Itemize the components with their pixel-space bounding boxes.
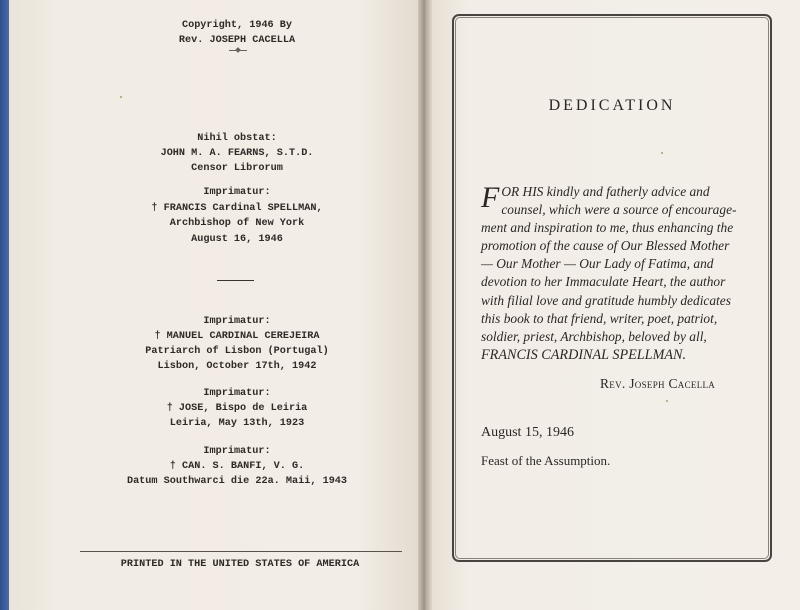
dedication-line: with filial love and gratitude humbly dedicates xyxy=(481,292,731,308)
imprimatur-heading: Imprimatur: xyxy=(203,446,271,457)
dedication-date: August 15, 1946 xyxy=(481,425,574,440)
dedication-title: DEDICATION xyxy=(548,97,676,114)
copyright-line: Copyright, 1946 By xyxy=(181,20,293,31)
dedication-text xyxy=(481,183,756,364)
dedication-feast: Feast of the Assumption. xyxy=(481,453,611,468)
section-divider xyxy=(217,280,254,281)
imprimatur-date: August 16, 1946 xyxy=(191,233,283,245)
dedication-line: soldier, priest, Archbishop, beloved by all, xyxy=(481,328,707,344)
imprimatur-date: Lisbon, October 17th, 1942 xyxy=(157,361,317,372)
nihil-obstat-heading: Nihil obstat: xyxy=(197,133,277,144)
imprimatur-heading: Imprimatur: xyxy=(203,316,271,327)
imprimatur-name: † JOSE, Bispo de Leiria xyxy=(166,403,308,414)
dedication-line: FRANCIS CARDINAL SPELLMAN. xyxy=(481,346,687,363)
imprimatur-date: Leiria, May 13th, 1923 xyxy=(169,418,305,429)
imprimatur-role: Patriarch of Lisbon (Portugal) xyxy=(145,346,329,357)
imprimatur-role: Archbishop of New York xyxy=(169,218,305,229)
imprimatur-heading: Imprimatur: xyxy=(203,388,271,399)
printed-in-usa: PRINTED IN THE UNITED STATES OF AMERICA xyxy=(120,559,360,570)
imprimatur-name: † MANUEL CARDINAL CEREJEIRA xyxy=(154,331,320,342)
dedication-line: — Our Mother — Our Lady of Fatima, and xyxy=(481,256,714,272)
imprimatur-lisbon-block xyxy=(9,314,465,374)
dedication-line: promotion of the cause of Our Blessed Mother xyxy=(481,238,730,254)
footer-rule xyxy=(80,551,402,552)
dedication-line: this book to that friend, writer, poet, patriot, xyxy=(481,310,718,326)
dedication-line: ment and inspiration to me, thus enhancing the xyxy=(481,220,734,236)
imprimatur-heading: Imprimatur: xyxy=(203,187,271,198)
dedication-line: devotion to her Immaculate Heart, the author xyxy=(481,274,726,290)
dedication-signature: Rev. Joseph Cacella xyxy=(600,376,716,391)
left-page xyxy=(9,0,418,610)
dedication-line: OR HIS kindly and fatherly advice and xyxy=(501,184,710,199)
copyright-author: Rev. JOSEPH CACELLA xyxy=(178,35,296,46)
imprimatur-date: Datum Southwarci die 22a. Maii, 1943 xyxy=(126,476,348,487)
nihil-obstat-block xyxy=(9,131,465,176)
imprimatur-name: † FRANCIS Cardinal SPELLMAN, xyxy=(151,202,323,214)
censor-name: JOHN M. A. FEARNS, S.T.D. xyxy=(160,148,314,159)
paper-speck xyxy=(666,400,668,402)
dedication-line: counsel, which were a source of encourage- xyxy=(501,202,737,218)
imprimatur-ny-block xyxy=(9,185,465,247)
imprimatur-name: † CAN. S. BANFI, V. G. xyxy=(169,461,305,472)
censor-role: Censor Librorum xyxy=(191,163,283,174)
book-cover-edge xyxy=(0,0,9,610)
book-gutter xyxy=(418,0,432,610)
ornament-divider xyxy=(229,50,247,51)
dropcap-letter: F xyxy=(481,181,500,214)
copyright-block xyxy=(9,18,465,48)
imprimatur-leiria-block xyxy=(9,386,465,431)
imprimatur-southwark-block xyxy=(9,444,465,489)
paper-speck xyxy=(120,96,122,98)
paper-speck xyxy=(661,152,663,154)
